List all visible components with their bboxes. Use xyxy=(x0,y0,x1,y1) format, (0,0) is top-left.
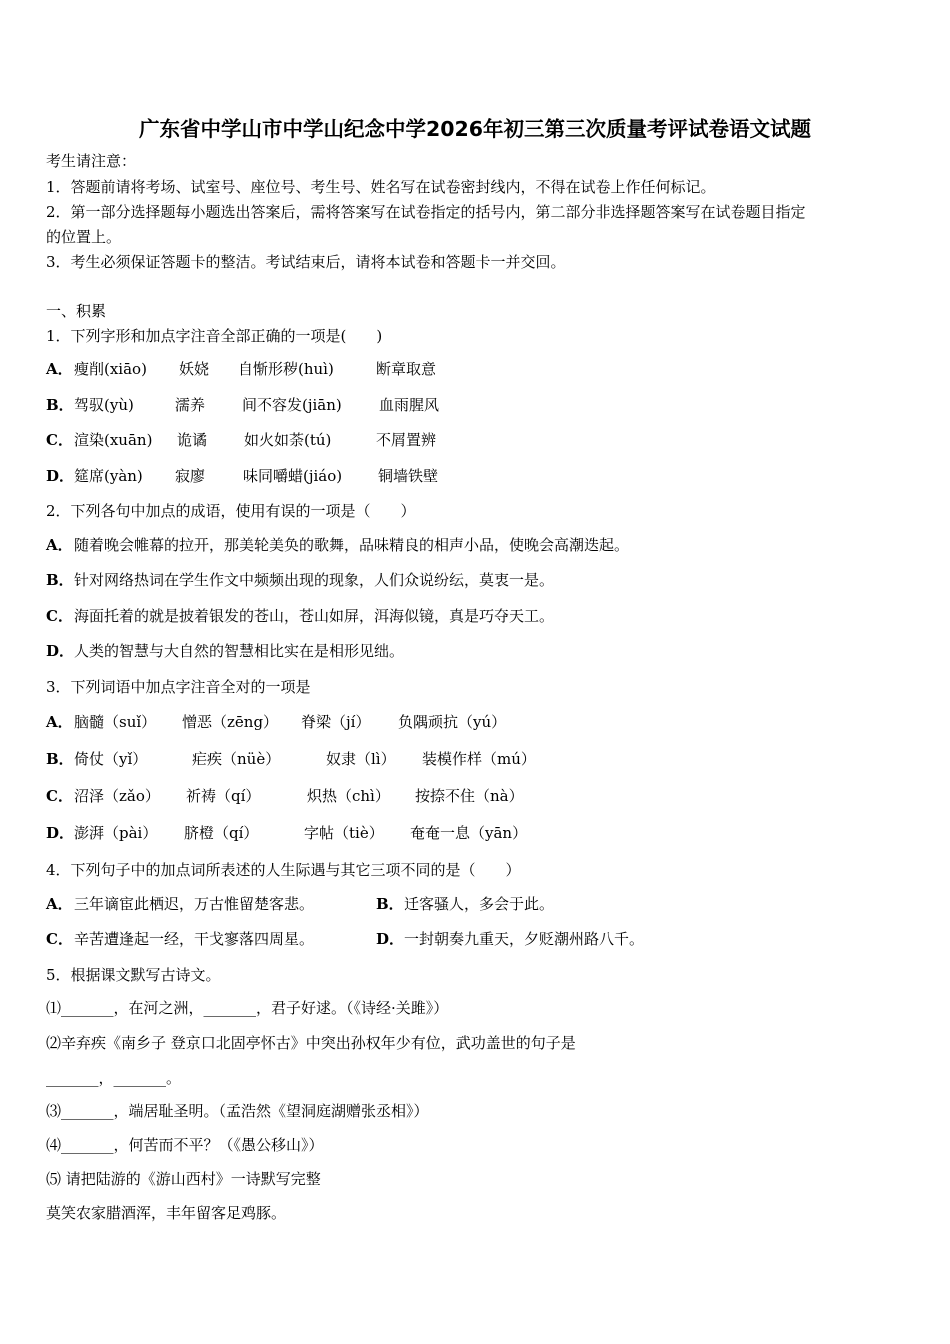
option-item: 断章取意 xyxy=(376,360,437,378)
option-label: C． xyxy=(46,607,73,625)
q5-line: ⑷_______，何苦而不平？（《愚公移山》） xyxy=(46,1136,324,1154)
notice-item: 1．答题前请将考场、试室号、座位号、考生号、姓名写在试卷密封线内，不得在试卷上作任何标记。 xyxy=(46,178,716,196)
option-label: A． xyxy=(46,536,73,554)
option-label: B． xyxy=(46,396,74,414)
notice-item: 3．考生必须保证答题卡的整洁。考试结束后，请将本试卷和答题卡一并交回。 xyxy=(46,253,566,271)
option-label: D． xyxy=(46,467,75,485)
option-item: 祈祷（qí） xyxy=(186,787,261,805)
option-text: 人类的智慧与大自然的智慧相比实在是相形见绌。 xyxy=(74,642,405,660)
option-item: 脑髓（suǐ） xyxy=(74,713,157,731)
option-item: 脐橙（qí） xyxy=(184,824,259,842)
q5-line: ⑸ 请把陆游的《游山西村》一诗默写完整 xyxy=(46,1170,321,1188)
option-text: 针对网络热词在学生作文中频频出现的现象，人们众说纷纭，莫衷一是。 xyxy=(74,571,555,589)
option-item: 渲染(xuān) xyxy=(74,431,153,449)
question-1-stem: 1．下列字形和加点字注音全部正确的一项是( ) xyxy=(46,327,383,345)
notice-heading: 考生请注意： xyxy=(46,152,137,170)
option-label: C． xyxy=(46,431,73,449)
option-text: 一封朝奏九重天，夕贬潮州路八千。 xyxy=(404,930,645,948)
question-2-stem: 2．下列各句中加点的成语，使用有误的一项是（ ） xyxy=(46,502,416,520)
option-item: 妖娆 xyxy=(179,360,210,378)
option-item: 沼泽（zǎo） xyxy=(74,787,160,805)
option-text: 迁客骚人，多会于此。 xyxy=(404,895,555,913)
q5-line: 莫笑农家腊酒浑，丰年留客足鸡豚。 xyxy=(46,1204,287,1222)
option-item: 奴隶（lì） xyxy=(326,750,396,768)
section-heading: 一、积累 xyxy=(46,302,107,320)
option-text: 三年谪宦此栖迟，万古惟留楚客悲。 xyxy=(74,895,315,913)
option-item: 味同嚼蜡(jiáo) xyxy=(243,467,343,485)
option-item: 装模作样（mú） xyxy=(422,750,536,768)
option-label: C． xyxy=(46,787,73,805)
q5-line: ⑵辛弃疾《南乡子 登京口北固亭怀古》中突出孙权年少有位，武功盖世的句子是 xyxy=(46,1034,576,1052)
option-item: 如火如荼(tú) xyxy=(244,431,332,449)
question-4-stem: 4．下列句子中的加点词所表述的人生际遇与其它三项不同的是（ ） xyxy=(46,861,521,879)
option-item: 铜墙铁壁 xyxy=(378,467,439,485)
option-item: 炽热（chì） xyxy=(307,787,390,805)
option-label: D． xyxy=(46,824,75,842)
option-item: 字帖（tiè） xyxy=(304,824,384,842)
option-item: 不屑置辨 xyxy=(376,431,437,449)
option-item: 驾驭(yù) xyxy=(74,396,134,414)
option-label: A． xyxy=(46,895,73,913)
question-3-stem: 3．下列词语中加点字注音全对的一项是 xyxy=(46,678,311,696)
option-item: 脊梁（jí） xyxy=(301,713,371,731)
question-5-stem: 5．根据课文默写古诗文。 xyxy=(46,966,221,984)
option-label: A． xyxy=(46,360,73,378)
option-item: 疟疾（nüè） xyxy=(192,750,281,768)
option-label: B． xyxy=(46,750,74,768)
option-label: C． xyxy=(46,930,73,948)
option-item: 按捺不住（nà） xyxy=(415,787,524,805)
option-text: 随着晚会帷幕的拉开，那美轮美奂的歌舞，品味精良的相声小品，使晚会高潮迭起。 xyxy=(74,536,630,554)
q5-line: ⑶_______，端居耻圣明。（孟浩然《望洞庭湖赠张丞相》） xyxy=(46,1102,429,1120)
option-item: 血雨腥风 xyxy=(379,396,440,414)
q5-line: ⑴_______，在河之洲，_______，君子好逑。（《诗经·关雎》） xyxy=(46,999,449,1017)
notice-item: 2．第一部分选择题每小题选出答案后，需将答案写在试卷指定的括号内，第二部分非选择题答案写在试卷题目指定 xyxy=(46,203,806,221)
option-label: D． xyxy=(376,930,405,948)
option-label: D． xyxy=(46,642,75,660)
option-item: 瘦削(xiāo) xyxy=(74,360,147,378)
option-text: 辛苦遭逢起一经，干戈寥落四周星。 xyxy=(74,930,315,948)
page-title: 广东省中学山市中学山纪念中学2026年初三第三次质量考评试卷语文试题 xyxy=(138,117,812,141)
option-item: 诡谲 xyxy=(177,431,208,449)
option-item: 憎恶（zēng） xyxy=(182,713,279,731)
option-label: A． xyxy=(46,713,73,731)
option-item: 倚仗（yǐ） xyxy=(74,750,148,768)
option-item: 间不容发(jiān) xyxy=(242,396,342,414)
option-item: 奄奄一息（yān） xyxy=(410,824,528,842)
q5-line: _______，_______。 xyxy=(46,1069,182,1087)
option-item: 筵席(yàn) xyxy=(74,467,143,485)
option-label: B． xyxy=(46,571,74,589)
option-item: 自惭形秽(huì) xyxy=(238,360,334,378)
option-item: 濡养 xyxy=(175,396,206,414)
option-label: B． xyxy=(376,895,404,913)
option-item: 负隅顽抗（yú） xyxy=(398,713,507,731)
option-text: 海面托着的就是披着银发的苍山，苍山如屏，洱海似镜，真是巧夺天工。 xyxy=(74,607,555,625)
option-item: 澎湃（pài） xyxy=(74,824,158,842)
notice-item: 的位置上。 xyxy=(46,228,122,246)
option-item: 寂廖 xyxy=(175,467,206,485)
